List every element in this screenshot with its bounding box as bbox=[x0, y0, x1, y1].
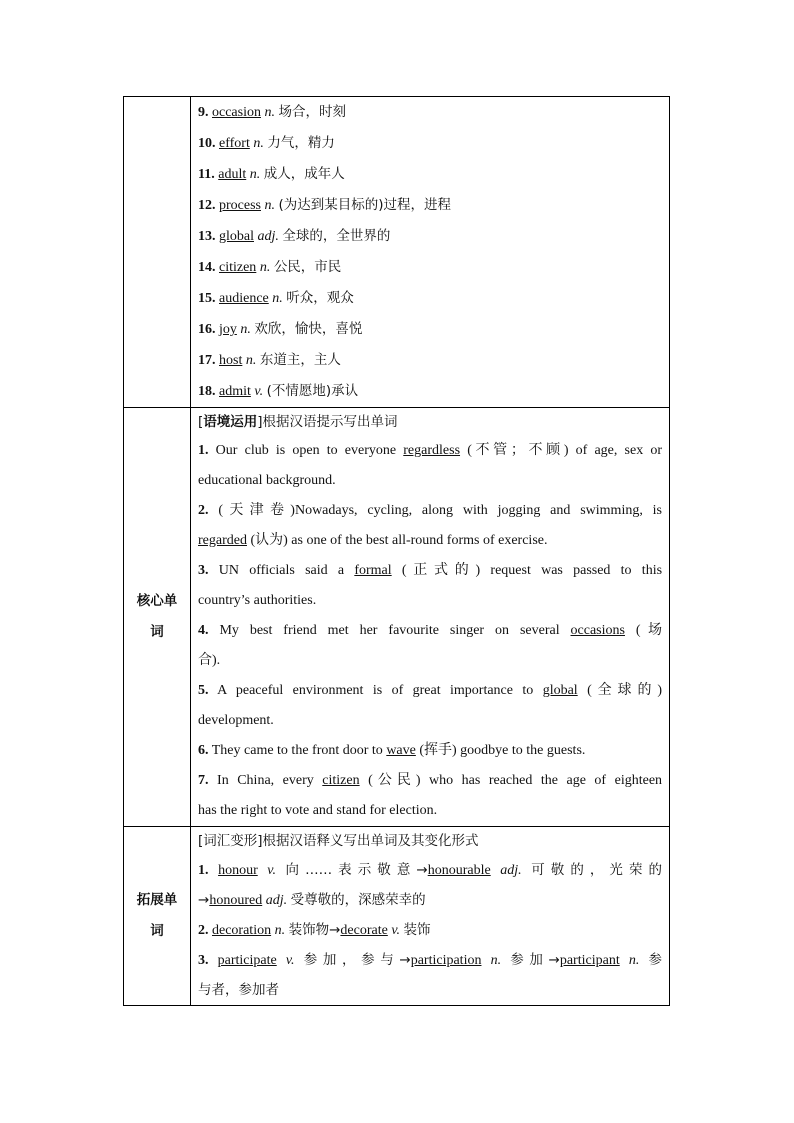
sentence-5 bbox=[198, 676, 662, 736]
core-heading bbox=[198, 408, 662, 436]
sentence-text: (认为) as one of the best all-round forms of exercise. bbox=[250, 533, 548, 548]
vocab-list-cell bbox=[191, 97, 670, 408]
sentence-text: (全球的) bbox=[587, 683, 663, 698]
sentence-3 bbox=[198, 556, 662, 616]
vocab-item bbox=[198, 221, 662, 252]
vocab-word: process bbox=[219, 198, 261, 213]
vocab-meaning: 听众，观众 bbox=[286, 290, 354, 306]
core-words-cell bbox=[191, 408, 670, 827]
extend-words-label bbox=[124, 827, 191, 1006]
vocab-item bbox=[198, 190, 662, 221]
sentence-text: Our club is open to everyone bbox=[215, 443, 397, 458]
sentence-text: (场 bbox=[635, 623, 663, 638]
core-label-line2: 词 bbox=[150, 624, 164, 640]
vocab-number: 10. bbox=[198, 136, 216, 151]
answer-word: honour bbox=[218, 863, 258, 878]
extend-item-1 bbox=[198, 855, 662, 915]
sentence-2 bbox=[198, 496, 662, 556]
sentence-text: They came to the front door to bbox=[211, 743, 383, 758]
sentence-number: 7. bbox=[198, 773, 209, 788]
vocab-list-row bbox=[124, 97, 670, 408]
sentence-text: A peaceful environment is of great importance to bbox=[217, 683, 534, 698]
item-number: 2. bbox=[198, 923, 209, 938]
sentence-7 bbox=[198, 766, 662, 826]
heading-bracket: [ bbox=[198, 414, 204, 430]
part-of-speech: v. bbox=[254, 384, 264, 399]
meaning: 向……表示敬意→ bbox=[285, 862, 428, 878]
vocab-number: 17. bbox=[198, 353, 216, 368]
vocab-list bbox=[198, 97, 662, 407]
vocab-number: 16. bbox=[198, 322, 216, 337]
extend-label-line1: 拓展单 bbox=[136, 892, 178, 908]
vocab-number: 12. bbox=[198, 198, 216, 213]
extend-words-row bbox=[124, 827, 670, 1006]
meaning: 装饰物→ bbox=[288, 922, 341, 938]
extend-item-3 bbox=[198, 945, 662, 1005]
sentence-number: 2. bbox=[198, 503, 209, 518]
vocab-item bbox=[198, 159, 662, 190]
part-of-speech: adj. bbox=[500, 863, 522, 878]
vocab-meaning: 欢欣，愉快，喜悦 bbox=[254, 321, 363, 337]
part-of-speech: adj. bbox=[265, 893, 288, 908]
vocab-item bbox=[198, 252, 662, 283]
vocab-word: host bbox=[219, 353, 243, 368]
part-of-speech: n. bbox=[249, 167, 261, 182]
vocab-item bbox=[198, 128, 662, 159]
sentence-text: 合). bbox=[198, 653, 221, 668]
sentence-number: 3. bbox=[198, 563, 209, 578]
vocab-meaning: 东道主，主人 bbox=[259, 352, 341, 368]
vocabulary-table bbox=[123, 96, 670, 1006]
arrow: → bbox=[198, 892, 210, 908]
vocab-item bbox=[198, 376, 662, 407]
answer-word: global bbox=[542, 683, 578, 698]
part-of-speech: n. bbox=[272, 291, 283, 306]
meaning: 可敬的，光荣的 bbox=[531, 862, 663, 878]
extend-item-2 bbox=[198, 915, 662, 945]
answer-word: participant bbox=[559, 953, 620, 968]
vocab-word: effort bbox=[219, 136, 250, 151]
sentence-text: has the right to vote and stand for election. bbox=[198, 803, 438, 818]
part-of-speech: v. bbox=[285, 953, 295, 968]
vocab-word: occasion bbox=[212, 105, 261, 120]
part-of-speech: adj. bbox=[257, 229, 279, 244]
vocab-item bbox=[198, 283, 662, 314]
vocab-number: 15. bbox=[198, 291, 216, 306]
sentence-text: educational background. bbox=[198, 473, 336, 488]
vocab-number: 13. bbox=[198, 229, 216, 244]
vocab-word: joy bbox=[219, 322, 237, 337]
meaning: 装饰 bbox=[403, 922, 431, 938]
heading-rest: ]根据汉语提示写出单词 bbox=[257, 414, 398, 430]
sentence-number: 1. bbox=[198, 443, 209, 458]
part-of-speech: n. bbox=[628, 953, 640, 968]
answer-word: citizen bbox=[322, 773, 360, 788]
vocab-meaning: 公民，市民 bbox=[273, 259, 342, 275]
vocab-meaning: (不情愿地)承认 bbox=[266, 383, 359, 399]
meaning: 与者，参加者 bbox=[198, 982, 279, 998]
empty-label-cell bbox=[124, 97, 191, 408]
sentence-text: My best friend met her favourite singer on several bbox=[219, 623, 560, 638]
vocab-number: 14. bbox=[198, 260, 216, 275]
vocab-number: 11. bbox=[198, 167, 215, 182]
core-words-label bbox=[124, 408, 191, 827]
vocab-meaning: 成人，成年人 bbox=[263, 166, 345, 182]
part-of-speech: n. bbox=[245, 353, 257, 368]
part-of-speech: v. bbox=[391, 923, 401, 938]
vocab-number: 9. bbox=[198, 105, 209, 120]
vocab-word: admit bbox=[219, 384, 251, 399]
part-of-speech: n. bbox=[264, 105, 275, 120]
answer-word: participate bbox=[217, 953, 277, 968]
sentence-4 bbox=[198, 616, 662, 676]
extend-words-cell bbox=[191, 827, 670, 1006]
item-number: 1. bbox=[198, 863, 209, 878]
part-of-speech: n. bbox=[259, 260, 271, 275]
answer-word: formal bbox=[354, 563, 392, 578]
answer-word: decorate bbox=[340, 923, 388, 938]
sentence-1 bbox=[198, 436, 662, 496]
heading-bold: 语境运用 bbox=[203, 414, 258, 430]
sentence-number: 6. bbox=[198, 743, 209, 758]
vocab-meaning: (为达到某目标的)过程，进程 bbox=[278, 197, 452, 213]
meaning: 参加→ bbox=[510, 952, 560, 968]
answer-word: decoration bbox=[212, 923, 272, 938]
answer-word: regarded bbox=[198, 533, 247, 548]
answer-word: wave bbox=[386, 743, 416, 758]
meaning: 参 bbox=[648, 952, 662, 968]
sentence-text: (挥手) goodbye to the guests. bbox=[419, 743, 586, 758]
sentence-text: (正式的) request was passed to this bbox=[401, 563, 663, 578]
meaning: 受尊敬的，深感荣幸的 bbox=[290, 892, 426, 908]
answer-word: participation bbox=[410, 953, 482, 968]
answer-word: honourable bbox=[427, 863, 491, 878]
part-of-speech: v. bbox=[267, 863, 276, 878]
sentence-text: (天津卷)Nowadays, cycling, along with jogging and swimming, is bbox=[218, 503, 662, 518]
sentence-6 bbox=[198, 736, 662, 766]
answer-word: occasions bbox=[570, 623, 625, 638]
sentence-text: (不管；不顾) of age, sex or bbox=[467, 443, 663, 458]
vocab-item bbox=[198, 345, 662, 376]
part-of-speech: n. bbox=[264, 198, 275, 213]
part-of-speech: n. bbox=[240, 322, 251, 337]
vocab-word: adult bbox=[218, 167, 247, 182]
vocab-word: global bbox=[219, 229, 254, 244]
vocab-meaning: 力气，精力 bbox=[267, 135, 335, 151]
meaning: 参加，参与→ bbox=[303, 952, 411, 968]
sentence-number: 5. bbox=[198, 683, 209, 698]
vocab-item bbox=[198, 97, 662, 128]
part-of-speech: n. bbox=[253, 136, 264, 151]
extend-label-line2: 词 bbox=[150, 923, 164, 939]
part-of-speech: n. bbox=[274, 923, 286, 938]
item-number: 3. bbox=[198, 953, 209, 968]
vocab-item bbox=[198, 314, 662, 345]
sentence-text: development. bbox=[198, 713, 274, 728]
extend-heading: [词汇变形]根据汉语释义写出单词及其变化形式 bbox=[198, 833, 479, 849]
sentence-text: UN officials said a bbox=[218, 563, 345, 578]
sentence-number: 4. bbox=[198, 623, 209, 638]
answer-word: honoured bbox=[209, 893, 263, 908]
vocab-number: 18. bbox=[198, 384, 216, 399]
answer-word: regardless bbox=[403, 443, 461, 458]
sentence-text: In China, every bbox=[217, 773, 314, 788]
core-label-line1: 核心单 bbox=[136, 593, 178, 609]
sentence-text: (公民) who has reached the age of eighteen bbox=[368, 773, 663, 788]
part-of-speech: n. bbox=[490, 953, 502, 968]
sentence-text: country’s authorities. bbox=[198, 593, 317, 608]
vocab-word: citizen bbox=[219, 260, 257, 275]
vocab-meaning: 全球的，全世界的 bbox=[282, 228, 391, 244]
core-words-row bbox=[124, 408, 670, 827]
vocab-meaning: 场合，时刻 bbox=[278, 104, 346, 120]
vocab-word: audience bbox=[219, 291, 269, 306]
